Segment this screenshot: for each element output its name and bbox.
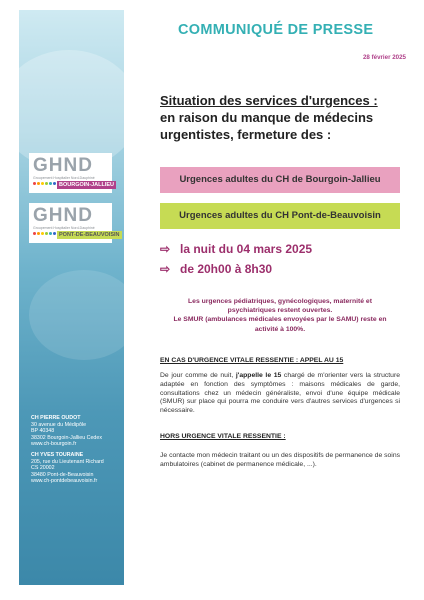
- arrow-right-icon: ⇨: [160, 242, 171, 256]
- address-name: CH YVES TOURAINE: [31, 452, 84, 458]
- photo-shade: [29, 270, 124, 360]
- logo-tagline: Groupement Hospitalier Nord-Dauphiné: [33, 226, 95, 230]
- logo-tagline: Groupement Hospitalier Nord-Dauphiné: [33, 176, 95, 180]
- logo-mark: GHND: [33, 155, 93, 176]
- closure-pont-de-beauvoisin: Urgences adultes du CH Pont-de-Beauvoisin: [160, 203, 400, 229]
- release-date: 28 février 2025: [362, 54, 406, 61]
- address-line: 38302 Bourgoin-Jallieu Cedex: [31, 434, 102, 441]
- headline-line: Situation des services d'urgences :: [160, 93, 378, 108]
- address-line: 205, rue du Lieutenant Richard: [31, 458, 104, 465]
- timing-night: [160, 242, 312, 256]
- headline-line: en raison du manque de médecins: [160, 110, 374, 125]
- address-name: CH PIERRE OUDOT: [31, 415, 81, 421]
- logo-site-label: PONT-DE-BEAUVOISIN: [59, 232, 120, 238]
- timing-hours: [160, 262, 272, 276]
- logo-dots: [33, 182, 56, 185]
- emergency-title: EN CAS D'URGENCE VITALE RESSENTIE : APPEL AU 15: [160, 357, 344, 364]
- timing-text: de 20h00 à 8h30: [180, 262, 273, 276]
- sidebar-photo-panel: [19, 10, 124, 585]
- info-line: activité à 100%.: [254, 325, 306, 333]
- photo-highlight: [19, 50, 124, 170]
- call-15-emphasis: j'appelle le 15: [235, 372, 282, 379]
- address-ch-yves-touraine: [31, 452, 104, 485]
- info-line: Les urgences pédiatriques, gynécologiques, maternité et: [188, 298, 372, 305]
- logo-dots: [33, 232, 56, 235]
- non-emergency-text: Je contacte mon médecin traitant ou un des dispositifs de permanence de soins ambulatoires (cabinet de permanence médicale, ...).: [160, 452, 400, 468]
- ghnd-logo-bourgoin: [29, 153, 112, 193]
- address-ch-pierre-oudot: [31, 415, 102, 448]
- address-line: 30 avenue du Médipôle: [31, 421, 87, 428]
- logo-site-label: BOURGOIN-JALLIEU: [59, 182, 114, 188]
- logo-mark: GHND: [33, 205, 93, 226]
- headline-line: urgentistes, fermeture des :: [160, 127, 332, 142]
- open-services-info: [160, 297, 400, 334]
- headline: [160, 92, 400, 143]
- text-span: chargé de m'orienter vers la structure adaptée en fonction des symptômes : maisons médicales de garde, consultations chez un médecin généraliste, envoi d'une équipe médicale (SMUR) sur place qui pourra me conduire vers d'autres services d'urgences si nécessaire.: [160, 372, 401, 415]
- address-website: www.ch-pontdebeauvoisin.fr: [31, 478, 98, 485]
- non-emergency-title: HORS URGENCE VITALE RESSENTIE :: [160, 433, 286, 440]
- address-line: CS 20002: [31, 465, 55, 472]
- info-line: Le SMUR (ambulances médicales envoyées par le SAMU) reste en: [173, 316, 387, 324]
- emergency-text: [160, 372, 400, 416]
- address-line: 38480 Pont-de-Beauvoisin: [31, 471, 94, 478]
- closure-bourgoin-jallieu: Urgences adultes du CH de Bourgoin-Jallieu: [160, 167, 400, 193]
- text-span: De jour comme de nuit,: [160, 372, 236, 379]
- ghnd-logo-pont: [29, 203, 120, 243]
- timing-text: la nuit du 04 mars 2025: [180, 242, 313, 256]
- address-line: BP 40348: [31, 428, 55, 435]
- page-title: COMMUNIQUÉ DE PRESSE: [178, 22, 374, 38]
- arrow-right-icon: ⇨: [160, 262, 171, 276]
- info-line: psychiatriques restent ouvertes.: [227, 307, 333, 315]
- address-website: www.ch-bourgoin.fr: [31, 441, 77, 448]
